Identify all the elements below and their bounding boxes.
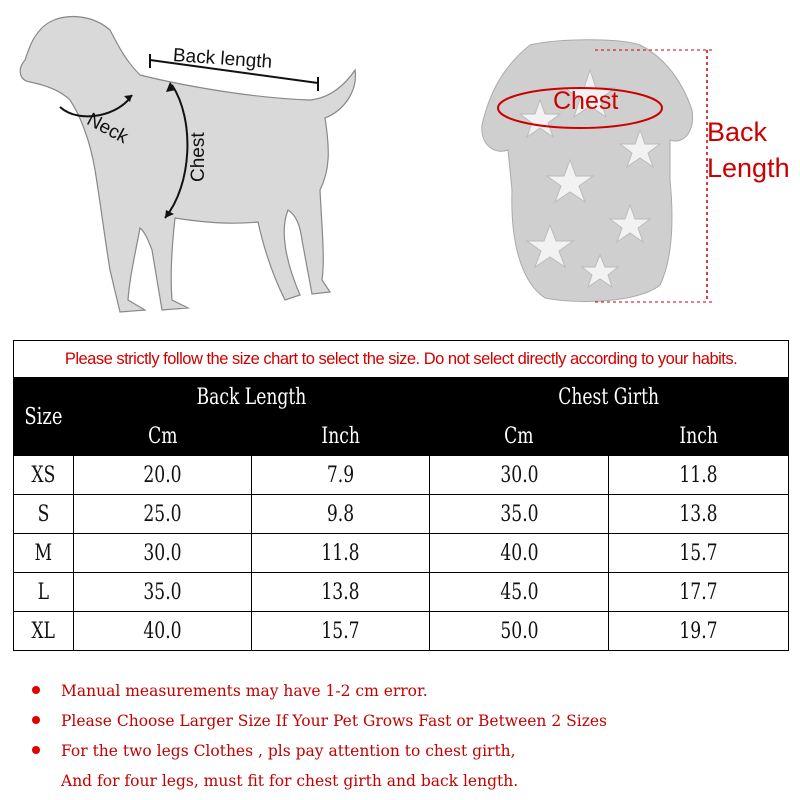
chest-cm-text: 50.0 — [499, 618, 539, 644]
back-length-label: Back length — [172, 45, 273, 73]
chest-cm-text: 30.0 — [499, 462, 539, 488]
unit-header-chest-cm — [430, 417, 609, 456]
size-cell — [14, 456, 74, 495]
list-item — [32, 676, 792, 706]
notes-list — [32, 676, 792, 796]
unit-header-text: Cm — [147, 423, 178, 449]
shirt-chest-label: Chest — [553, 87, 619, 115]
size-chart-table — [13, 340, 789, 651]
chest-inch-text: 19.7 — [679, 618, 718, 644]
shirt-back-label-line2: Length — [707, 153, 790, 183]
note-text: And for four legs, must fit for chest girth and back length. — [61, 772, 519, 790]
bullet-dot-icon — [32, 746, 40, 754]
chest-girth-header-text: Chest Girth — [558, 384, 660, 410]
size-header-text: Size — [24, 403, 63, 430]
size-cell — [14, 573, 74, 612]
chest-inch-cell — [609, 495, 789, 534]
shirt-back-length-label — [707, 114, 797, 186]
note-text: Manual measurements may have 1-2 cm error. — [61, 682, 428, 700]
chest-label: Chest — [188, 132, 209, 182]
size-text: S — [37, 501, 50, 527]
back-inch-cell — [252, 534, 430, 573]
chest-cm-text: 40.0 — [499, 540, 539, 566]
unit-header-text: Inch — [321, 423, 360, 449]
list-item-continuation — [32, 766, 792, 796]
back-inch-text: 9.8 — [326, 501, 355, 527]
size-notice: Please strictly follow the size chart to select the size. Do not select directly according to your habits. — [14, 341, 789, 378]
back-inch-text: 11.8 — [321, 540, 360, 566]
size-text: L — [37, 579, 50, 605]
back-cm-cell — [74, 612, 252, 651]
table-row — [14, 534, 789, 573]
table-row — [14, 573, 789, 612]
table-row — [14, 612, 789, 651]
back-inch-cell — [252, 612, 430, 651]
back-inch-text: 13.8 — [321, 579, 360, 605]
shirt-back-label-line1: Back — [707, 117, 768, 147]
back-inch-cell — [252, 495, 430, 534]
size-cell — [14, 534, 74, 573]
chest-inch-cell — [609, 456, 789, 495]
size-text: XL — [31, 618, 56, 644]
unit-header-chest-inch — [609, 417, 789, 456]
back-cm-cell — [74, 534, 252, 573]
back-cm-cell — [74, 456, 252, 495]
chest-inch-cell — [609, 534, 789, 573]
size-cell — [14, 495, 74, 534]
chest-cm-cell — [430, 573, 609, 612]
chest-inch-cell — [609, 573, 789, 612]
chest-inch-cell — [609, 612, 789, 651]
table-row — [14, 456, 789, 495]
back-cm-cell — [74, 495, 252, 534]
back-cm-text: 25.0 — [143, 501, 182, 527]
table-row — [14, 495, 789, 534]
unit-header-back-cm — [74, 417, 252, 456]
back-inch-cell — [252, 573, 430, 612]
back-cm-text: 40.0 — [143, 618, 182, 644]
back-length-header-text: Back Length — [196, 384, 307, 410]
chest-cm-cell — [430, 495, 609, 534]
note-text: For the two legs Clothes , pls pay attention to chest girth, — [61, 742, 516, 760]
chest-cm-cell — [430, 612, 609, 651]
back-cm-cell — [74, 573, 252, 612]
chest-cm-cell — [430, 534, 609, 573]
chest-inch-text: 15.7 — [679, 540, 718, 566]
chest-inch-text: 17.7 — [679, 579, 718, 605]
unit-header-text: Inch — [679, 423, 718, 449]
chest-inch-text: 11.8 — [679, 462, 718, 488]
chest-inch-text: 13.8 — [679, 501, 718, 527]
bullet-dot-icon — [32, 686, 40, 694]
back-inch-text: 7.9 — [326, 462, 355, 488]
back-cm-text: 30.0 — [143, 540, 182, 566]
list-item — [32, 706, 792, 736]
back-cm-text: 35.0 — [143, 579, 182, 605]
chest-cm-cell — [430, 456, 609, 495]
chest-girth-header — [430, 378, 789, 417]
back-inch-cell — [252, 456, 430, 495]
back-inch-text: 15.7 — [321, 618, 360, 644]
back-cm-text: 20.0 — [143, 462, 182, 488]
list-item — [32, 736, 792, 766]
bullet-dot-icon — [32, 716, 40, 724]
back-length-header — [74, 378, 430, 417]
chest-cm-text: 35.0 — [499, 501, 539, 527]
size-text: XS — [31, 462, 56, 488]
unit-header-text: Cm — [504, 423, 534, 449]
size-column-header — [14, 378, 74, 456]
neck-label: Neck — [83, 109, 132, 149]
unit-header-back-inch — [252, 417, 430, 456]
note-text: Please Choose Larger Size If Your Pet Grows Fast or Between 2 Sizes — [61, 712, 607, 730]
size-cell — [14, 612, 74, 651]
size-text: M — [34, 540, 53, 566]
chest-cm-text: 45.0 — [499, 579, 539, 605]
